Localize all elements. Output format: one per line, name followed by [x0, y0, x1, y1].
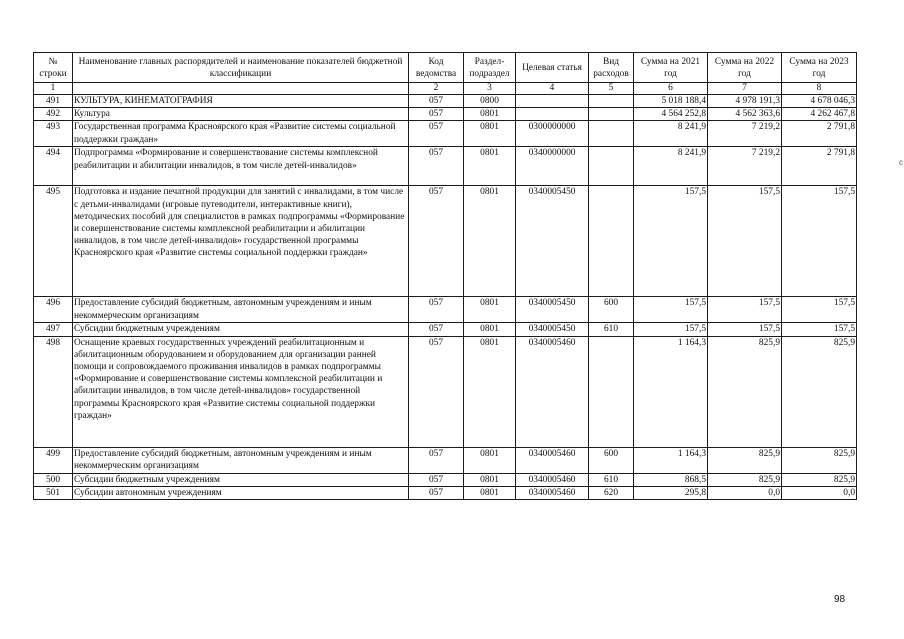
cell-ministry-code: 057 [409, 108, 464, 121]
cell-sum-2022: 825,9 [708, 447, 782, 473]
cell-sum-2022: 7 219,2 [708, 121, 782, 147]
cell-sum-2022: 7 219,2 [708, 147, 782, 186]
table-row [34, 121, 857, 147]
cell-target-article: 0300000000 [516, 121, 589, 147]
cell-ministry-code: 057 [409, 121, 464, 147]
cell-ministry-code: 057 [409, 336, 464, 447]
cell-expense-type: 620 [589, 486, 634, 499]
cell-section: 0801 [464, 297, 516, 323]
cell-sum-2021: 1 164,3 [634, 336, 708, 447]
table-row [34, 486, 857, 499]
column-number: 2 [409, 83, 464, 95]
cell-ministry-code: 057 [409, 186, 464, 297]
cell-sum-2021: 8 241,9 [634, 147, 708, 186]
table-row [34, 336, 857, 447]
cell-sum-2021: 295,8 [634, 486, 708, 499]
cell-name: Субсидии автономным учреждениям [73, 486, 409, 499]
header-target-article: Целевая статья [516, 53, 589, 83]
cell-row-number: 491 [34, 95, 73, 108]
table-row [34, 447, 857, 473]
cell-expense-type: 610 [589, 473, 634, 486]
cell-section: 0801 [464, 121, 516, 147]
cell-sum-2023: 4 262 467,8 [782, 108, 857, 121]
table-body [34, 95, 857, 500]
cell-name: Субсидии бюджетным учреждениям [73, 473, 409, 486]
cell-sum-2023: 825,9 [782, 473, 857, 486]
cell-name: КУЛЬТУРА, КИНЕМАТОГРАФИЯ [73, 95, 409, 108]
cell-section: 0801 [464, 336, 516, 447]
table-row [34, 108, 857, 121]
column-number-blank [73, 83, 409, 95]
cell-sum-2022: 157,5 [708, 323, 782, 336]
cell-sum-2021: 1 164,3 [634, 447, 708, 473]
budget-table [33, 52, 857, 500]
cell-name: Подпрограмма «Формирование и совершенствование системы комплексной реабилитации и абилитации инвалидов, в том числе детей-инвалидов» [73, 147, 409, 186]
cell-target-article: 0340005460 [516, 336, 589, 447]
cell-row-number: 500 [34, 473, 73, 486]
table-row [34, 297, 857, 323]
cell-target-article: 0340005450 [516, 297, 589, 323]
cell-row-number: 497 [34, 323, 73, 336]
cell-target-article: 0340005450 [516, 186, 589, 297]
cell-name: Предоставление субсидий бюджетным, автономным учреждениям и иным некоммерческим организациям [73, 297, 409, 323]
table-row [34, 473, 857, 486]
page-number: 98 [834, 594, 846, 605]
cell-sum-2021: 157,5 [634, 297, 708, 323]
cell-target-article: 0340005460 [516, 486, 589, 499]
cell-target-article: 0340005460 [516, 473, 589, 486]
cell-target-article: 0340005460 [516, 447, 589, 473]
cell-sum-2023: 0,0 [782, 486, 857, 499]
cell-sum-2022: 825,9 [708, 473, 782, 486]
cell-sum-2023: 825,9 [782, 336, 857, 447]
cell-target-article [516, 108, 589, 121]
cell-expense-type [589, 336, 634, 447]
header-sum-2023: Сумма на 2023 год [782, 53, 857, 83]
cell-ministry-code: 057 [409, 323, 464, 336]
cell-sum-2023: 157,5 [782, 323, 857, 336]
cell-expense-type [589, 108, 634, 121]
cell-row-number: 494 [34, 147, 73, 186]
cell-sum-2023: 2 791,8 [782, 147, 857, 186]
margin-mark: с [899, 158, 903, 167]
cell-sum-2021: 4 564 252,8 [634, 108, 708, 121]
header-sum-2021: Сумма на 2021 год [634, 53, 708, 83]
cell-row-number: 501 [34, 486, 73, 499]
column-number: 1 [34, 83, 73, 95]
header-section: Раздел-подраздел [464, 53, 516, 83]
cell-expense-type [589, 95, 634, 108]
cell-sum-2022: 825,9 [708, 336, 782, 447]
cell-expense-type [589, 121, 634, 147]
cell-expense-type [589, 147, 634, 186]
column-number: 6 [634, 83, 708, 95]
column-number: 7 [708, 83, 782, 95]
table-row [34, 95, 857, 108]
header-ministry-code: Код ведомства [409, 53, 464, 83]
cell-sum-2023: 2 791,8 [782, 121, 857, 147]
column-number: 8 [782, 83, 857, 95]
cell-name: Подготовка и издание печатной продукции для занятий с инвалидами, в том числе с детьми-инвалидами (игровые путеводители, интерактивные книги), методических пособий для специалистов в рамках подпрограммы «Формирование и совершенствование системы комплексной реабилитации и абилитации инвалидов, в том числе детей-инвалидов» государственной программы Красноярского края «Развитие системы социальной поддержки граждан» [73, 186, 409, 297]
cell-expense-type: 600 [589, 297, 634, 323]
cell-row-number: 496 [34, 297, 73, 323]
cell-section: 0801 [464, 447, 516, 473]
cell-sum-2023: 157,5 [782, 186, 857, 297]
cell-sum-2021: 868,5 [634, 473, 708, 486]
cell-section: 0801 [464, 486, 516, 499]
cell-target-article [516, 95, 589, 108]
table-row [34, 186, 857, 297]
cell-sum-2021: 157,5 [634, 323, 708, 336]
cell-sum-2022: 4 562 363,6 [708, 108, 782, 121]
cell-name: Культура [73, 108, 409, 121]
cell-sum-2021: 5 018 188,4 [634, 95, 708, 108]
cell-ministry-code: 057 [409, 147, 464, 186]
cell-name: Предоставление субсидий бюджетным, автономным учреждениям и иным некоммерческим организациям [73, 447, 409, 473]
cell-name: Государственная программа Красноярского края «Развитие системы социальной поддержки граждан» [73, 121, 409, 147]
cell-sum-2023: 157,5 [782, 297, 857, 323]
column-number: 5 [589, 83, 634, 95]
table-header-row [34, 53, 857, 83]
cell-ministry-code: 057 [409, 473, 464, 486]
cell-section: 0801 [464, 108, 516, 121]
cell-row-number: 495 [34, 186, 73, 297]
cell-expense-type [589, 186, 634, 297]
cell-expense-type: 600 [589, 447, 634, 473]
cell-section: 0801 [464, 186, 516, 297]
cell-sum-2021: 157,5 [634, 186, 708, 297]
document-page [33, 52, 857, 500]
cell-name: Субсидии бюджетным учреждениям [73, 323, 409, 336]
cell-target-article: 0340005450 [516, 323, 589, 336]
header-row-number: № строки [34, 53, 73, 83]
cell-section: 0801 [464, 473, 516, 486]
cell-row-number: 498 [34, 336, 73, 447]
cell-ministry-code: 057 [409, 297, 464, 323]
cell-expense-type: 610 [589, 323, 634, 336]
cell-sum-2023: 825,9 [782, 447, 857, 473]
cell-ministry-code: 057 [409, 447, 464, 473]
cell-sum-2022: 0,0 [708, 486, 782, 499]
cell-section: 0800 [464, 95, 516, 108]
table-row [34, 147, 857, 186]
header-sum-2022: Сумма на 2022 год [708, 53, 782, 83]
column-number: 3 [464, 83, 516, 95]
table-row [34, 323, 857, 336]
column-number-row [34, 83, 857, 95]
cell-target-article: 0340000000 [516, 147, 589, 186]
column-number: 4 [516, 83, 589, 95]
header-expense-type: Вид расходов [589, 53, 634, 83]
cell-section: 0801 [464, 323, 516, 336]
cell-section: 0801 [464, 147, 516, 186]
cell-sum-2023: 4 678 046,3 [782, 95, 857, 108]
cell-sum-2021: 8 241,9 [634, 121, 708, 147]
cell-row-number: 492 [34, 108, 73, 121]
cell-ministry-code: 057 [409, 486, 464, 499]
cell-ministry-code: 057 [409, 95, 464, 108]
header-name: Наименование главных распорядителей и наименование показателей бюджетной классификации [73, 53, 409, 83]
cell-sum-2022: 4 978 191,3 [708, 95, 782, 108]
cell-name: Оснащение краевых государственных учреждений реабилитационным и абилитационным оборудованием и оборудованием для организации ранней помощи и сопровождаемого проживания инвалидов в рамках подпрограммы «Формирование и совершенствование системы комплексной реабилитации и абилитации инвалидов, в том числе детей-инвалидов» государственной программы Красноярского края «Развитие системы социальной поддержки граждан» [73, 336, 409, 447]
cell-sum-2022: 157,5 [708, 186, 782, 297]
cell-row-number: 499 [34, 447, 73, 473]
cell-sum-2022: 157,5 [708, 297, 782, 323]
cell-row-number: 493 [34, 121, 73, 147]
